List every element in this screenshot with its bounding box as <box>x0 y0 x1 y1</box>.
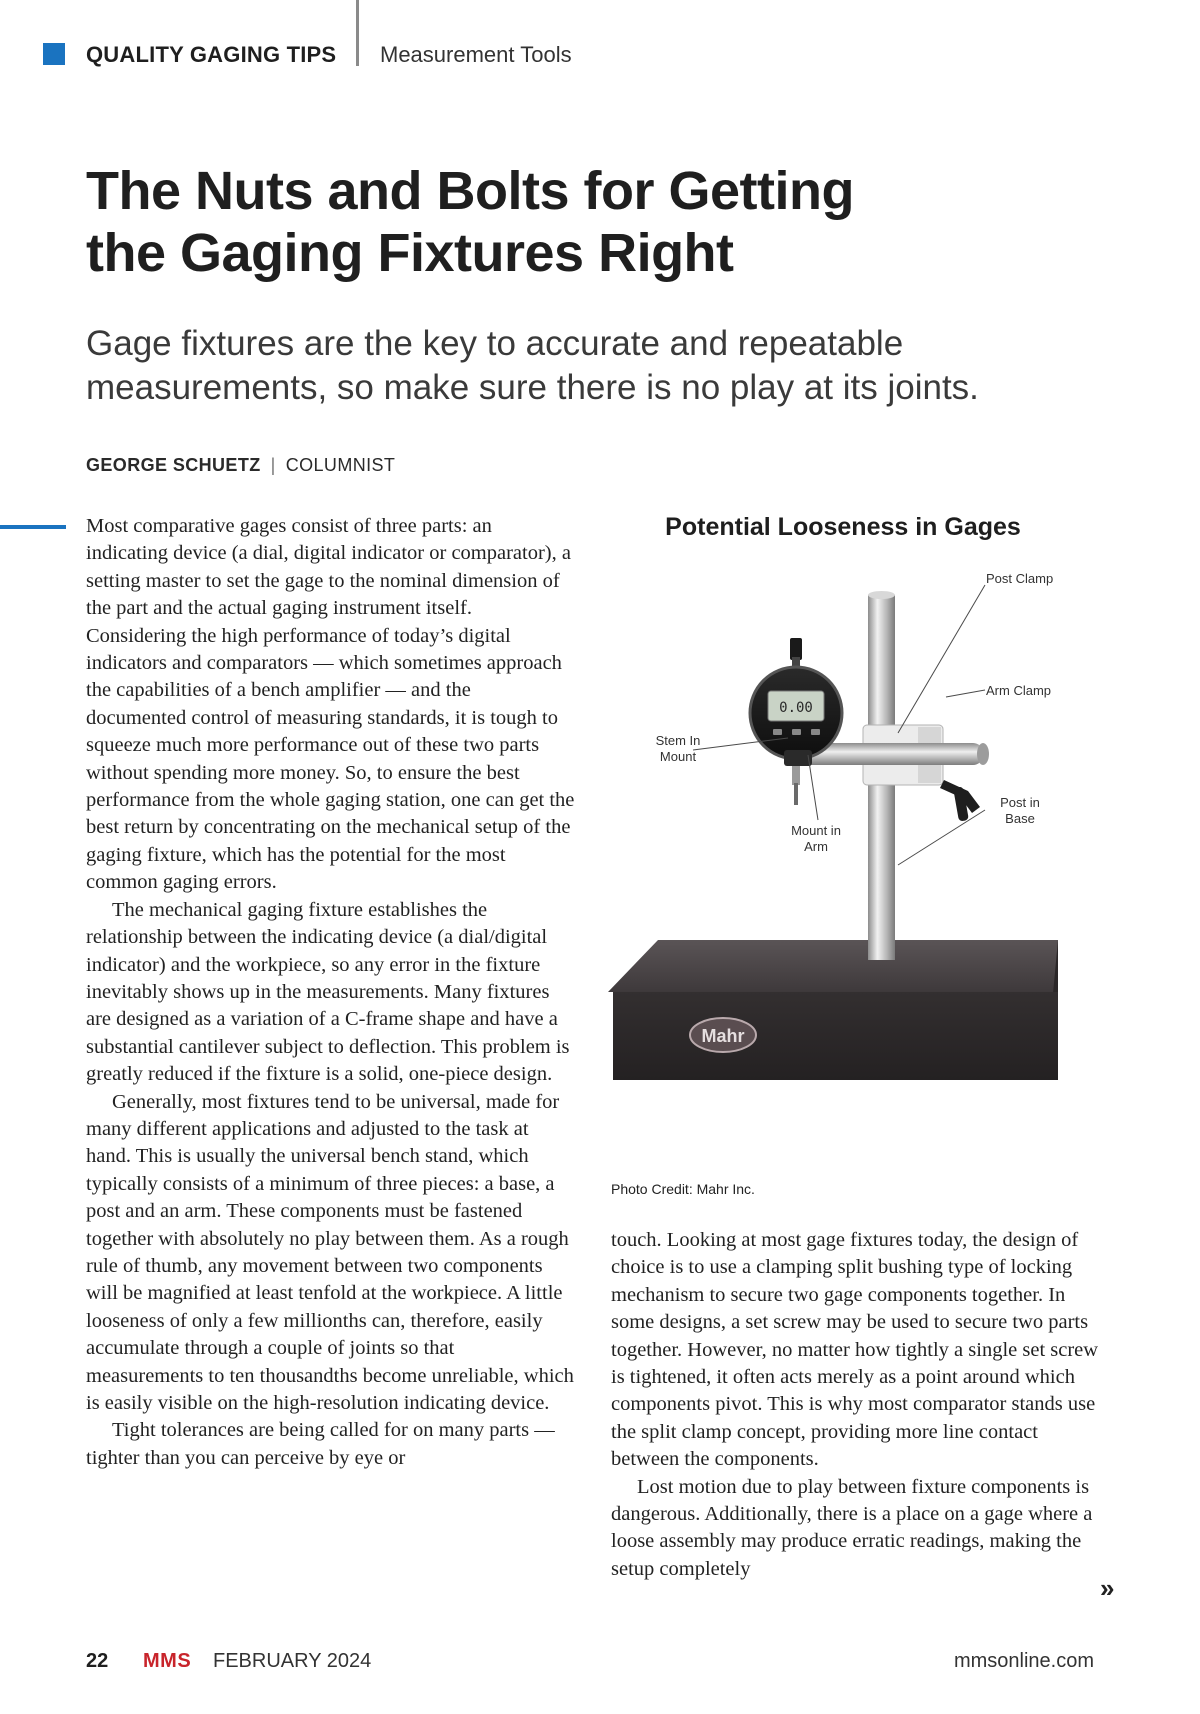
gage-stand-illustration <box>608 545 1108 1145</box>
base-top <box>608 940 1058 992</box>
paragraph: Lost motion due to play between fixture components is dangerous. Additionally, there is a place on a gage where a loose assembly may produce erratic readings, making the setup completely <box>611 1475 1093 1580</box>
paragraph: The mechanical gaging fixture establishes the relationship between the indicating device (a dial/digital indicator) and the workpiece, so any error in the fixture inevitably shows up in the measurements. Many fixtures are designed as a variation of a C-frame shape and have a substantial cantilever subject to deflection. This problem is greatly reduced if the fixture is a solid, one-piece design. <box>86 898 570 1086</box>
byline-separator: | <box>270 455 276 475</box>
column-start-rule <box>0 525 66 529</box>
indicator-button <box>792 729 801 735</box>
paragraph: Tight tolerances are being called for on many parts — tighter than you can perceive by eye or <box>86 1419 555 1469</box>
title-line-2: the Gaging Fixtures Right <box>86 223 734 283</box>
callout-mount-1: Mount in <box>791 823 841 838</box>
mahr-badge-text: Mahr <box>701 1026 745 1046</box>
section-label: QUALITY GAGING TIPS <box>86 42 337 67</box>
callout-arm-clamp: Arm Clamp <box>986 683 1052 698</box>
author-name: GEORGE SCHUETZ <box>86 455 261 475</box>
article-title <box>86 160 986 284</box>
indicator-mount <box>784 750 812 766</box>
title-line-1: The Nuts and Bolts for Getting <box>86 161 854 221</box>
paragraph: touch. Looking at most gage fixtures today, the design of choice is to use a clamping split bushing type of locking mechanism to secure two gage components together. In some designs, a set screw may be used to secure two parts together. However, no matter how tightly a single set screw is tightened, it often acts merely as a point around which components pivot. This is why most comparator stands use the split clamp concept, providing more line contact between the components. <box>611 1229 1099 1471</box>
indicator-cap <box>790 638 802 660</box>
arm-end <box>977 743 989 765</box>
deck-line-2: measurements, so make sure there is no play at its joints. <box>86 368 979 407</box>
callout-stem-2: Mount <box>659 749 697 764</box>
indicator-button <box>811 729 820 735</box>
figure-gage-stand <box>608 505 1108 1145</box>
deck-line-1: Gage fixtures are the key to accurate and repeatable <box>86 324 904 363</box>
leader-arm-clamp <box>946 690 985 697</box>
article-deck <box>86 322 986 410</box>
callout-stem-1: Stem In <box>655 733 701 748</box>
magazine-name: MMS <box>143 1650 192 1672</box>
base-front <box>613 992 1058 1080</box>
page-number: 22 <box>86 1650 109 1672</box>
author-role: COLUMNIST <box>285 455 396 475</box>
callout-post-base-1: Post in <box>1000 795 1040 810</box>
photo-credit: Photo Credit: Mahr Inc. <box>611 1181 755 1197</box>
callout-post-clamp: Post Clamp <box>986 571 1054 586</box>
header-divider <box>356 0 359 66</box>
indicator-button <box>773 729 782 735</box>
byline <box>86 455 395 476</box>
website: mmsonline.com <box>953 1650 1094 1672</box>
paragraph: Most comparative gages consist of three parts: an indicating device (a dial, digital indicator or comparator), a setting master to set the gage to the nominal dimension of the part and the actual gaging instrument itself. Considering the high performance of today’s digital indicators and comparators — which sometimes approach the capabilities of a bench amplifier — and the documented control of measuring standards, it is tough to squeeze much more performance out of these two parts without spending more money. So, to ensure the best performance from the whole gaging station, one can get the best return by concentrating on the mechanical setup of the gaging fixture, which has the potential for the most common gaging errors. <box>86 515 575 894</box>
body-column-right <box>611 1227 1101 1583</box>
leader-post-clamp <box>898 585 985 733</box>
leader-post-base <box>898 810 985 865</box>
callout-mount-2: Arm <box>804 839 828 854</box>
continued-arrow-icon: » <box>1100 1573 1115 1603</box>
indicator-spindle <box>794 783 798 805</box>
figure-title: Potential Looseness in Gages <box>665 513 1021 541</box>
issue-date: FEBRUARY 2024 <box>213 1650 372 1672</box>
paragraph: Generally, most fixtures tend to be universal, made for many different applications and adjusted to the task at hand. This is usually the universal bench stand, which typically consists of a minimum of three pieces: a base, a post and an arm. These components must be fastened together with absolutely no play between them. As a rough rule of thumb, any movement between two components will be magnified at least tenfold at the workpiece. A little looseness of only a few millionths can, therefore, easily accumulate through a couple of joints so that measurements to ten thousandths become unreliable, which is easily visible on the high-resolution indicating device. <box>86 1090 574 1414</box>
section-marker <box>43 43 65 65</box>
body-column-left <box>86 513 576 1472</box>
subsection-label: Measurement Tools <box>380 42 572 67</box>
post-top <box>868 591 895 599</box>
indicator-reading: 0.00 <box>779 700 813 716</box>
callout-post-base-2: Base <box>1005 811 1035 826</box>
